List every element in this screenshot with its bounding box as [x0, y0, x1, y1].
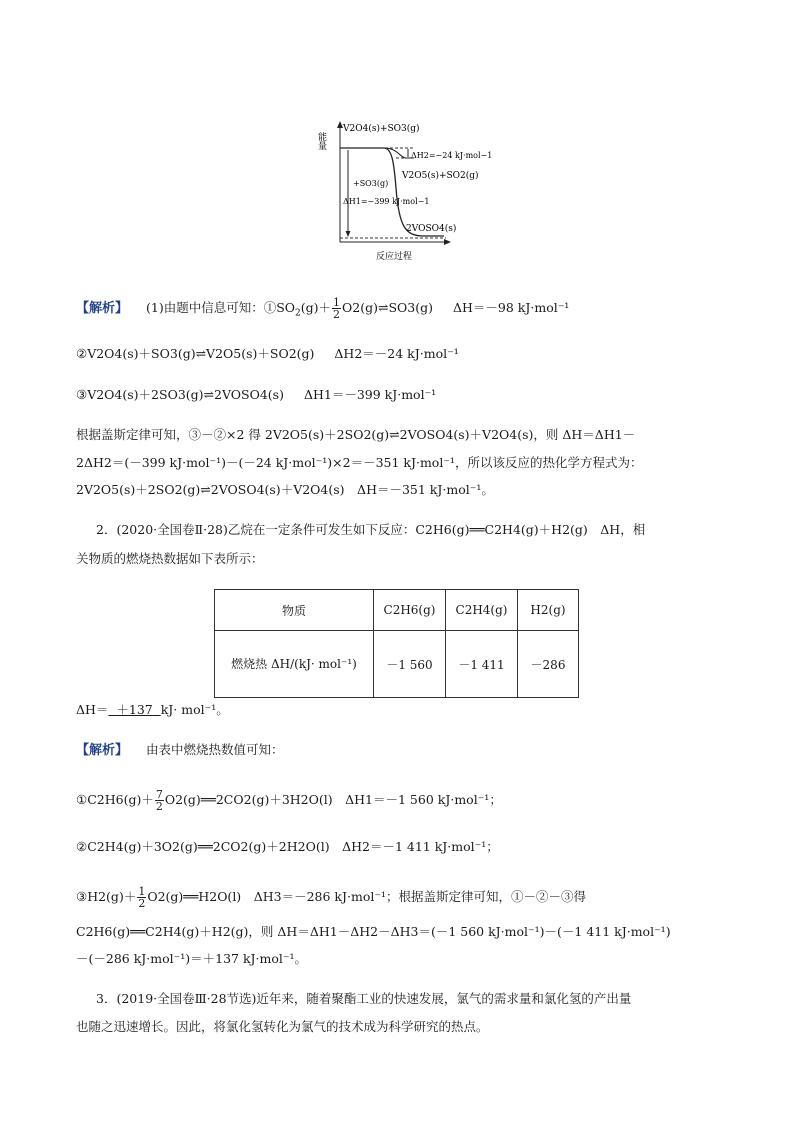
- x-axis-label: 反应过程: [376, 252, 413, 262]
- analysis1-line2: [76, 345, 459, 363]
- dh1-label: ΔH1=−399 kJ·mol−1: [343, 197, 430, 206]
- analysis1-line1: 【解析】 (1)由题中信息可知：$①SO_2(g)+$ $\frac{1}{2}$ O2(g)⇌SO3(g) ΔH＝－98 kJ·mol⁻¹: [76, 296, 570, 321]
- bottom-state-label: 2VOSO4(s): [406, 224, 457, 234]
- analysis2-eq1: ①C2H6(g)＋ $\frac{7}{2}$ O2(g)══2CO2(g)＋3H2O(l) ΔH1＝－1 560 kJ·mol⁻¹；: [76, 788, 502, 813]
- analysis-tag: 【解析】: [76, 743, 129, 758]
- analysis1-para2: 2ΔH2＝(－399 kJ·mol⁻¹)－(－24 kJ·mol⁻¹)×2＝－351 kJ·mol⁻¹，所以该反应的热化学方程式为：: [76, 455, 643, 470]
- q2-line2: 关物质的燃烧热数据如下表所示：: [76, 551, 264, 566]
- analysis1-l1-rest: O2(g)⇌SO3(g): [342, 300, 433, 315]
- plus-so3-label: +SO3(g): [353, 179, 389, 188]
- table-header-cell: C2H4(g): [446, 590, 518, 631]
- analysis2-intro: 【解析】 由表中燃烧热数值可知：: [76, 742, 284, 758]
- table-cell: －286: [518, 631, 579, 698]
- table-header-cell: 物质: [215, 590, 374, 631]
- analysis2-eq3: ③H2(g)＋ $\frac{1}{2}$ O2(g)══H2O(l) ΔH3＝－286 kJ·mol⁻¹；根据盖斯定律可知，①－②－③得: [76, 885, 586, 910]
- table-cell: －1 411: [446, 631, 518, 698]
- dh1-arrowhead: [346, 231, 351, 237]
- table-row: [215, 631, 579, 698]
- q3-line1: 3．(2019·全国卷Ⅲ·28节选)近年来，随着聚酯工业的快速发展，氯气的需求量和氯化氢的产出量: [96, 991, 632, 1006]
- analysis1-para1: 根据盖斯定律可知，③－②×2 得 2V2O5(s)＋2SO2(g)⇌2VOSO4(s)＋V2O4(s)，则 ΔH＝ΔH1－: [76, 427, 636, 442]
- half-fraction: $\frac{1}{2}$: [333, 296, 341, 321]
- heat-of-combustion-table: [214, 589, 579, 698]
- q2-answer: ΔH＝ ＋137 kJ· mol⁻¹。: [76, 702, 229, 717]
- half-fraction: $\frac{1}{2}$: [138, 885, 146, 910]
- dh2-label: ΔH2=−24 kJ·mol−1: [411, 151, 493, 160]
- analysis2-eq2: ②C2H4(g)＋3O2(g)══2CO2(g)＋2H2O(l) ΔH2＝－1 411 kJ·mol⁻¹；: [76, 839, 499, 854]
- table-header-cell: C2H6(g): [374, 590, 446, 631]
- table-cell: －1 560: [374, 631, 446, 698]
- analysis1-l2-dh: ΔH2＝－24 kJ·mol⁻¹: [334, 346, 459, 361]
- analysis1-l1-intro: (1)由题中信息可知：①SO: [146, 300, 296, 315]
- energy-diagram: [318, 118, 508, 268]
- analysis1-l3-dh: ΔH1＝－399 kJ·mol⁻¹: [303, 387, 437, 402]
- table-header-row: [215, 590, 579, 631]
- x-axis-arrow: [444, 239, 451, 245]
- q3-line2: 也随之迅速增长。因此，将氯化氢转化为氯气的技术成为科学研究的热点。: [76, 1019, 489, 1034]
- top-state-label: V2O4(s)+SO3(g): [343, 124, 420, 134]
- analysis1-l1-dh: ΔH＝－98 kJ·mol⁻¹: [452, 300, 570, 315]
- energy-curve-main: [340, 148, 444, 236]
- analysis1-l2: ②V2O4(s)＋SO3(g)⇌V2O5(s)＋SO2(g): [76, 346, 315, 361]
- y-axis-label: 能量: [316, 132, 326, 150]
- analysis1-para3: 2V2O5(s)＋2SO2(g)⇌2VOSO4(s)＋V2O4(s) ΔH＝－351 kJ·mol⁻¹。: [76, 482, 494, 497]
- answer-blank: ＋137: [116, 702, 153, 717]
- q2-line1: 2．(2020·全国卷Ⅱ·28)乙烷在一定条件可发生如下反应：C2H6(g)══C2H4(g)＋H2(g) ΔH，相: [96, 522, 646, 537]
- mid-state-label: V2O5(s)+SO2(g): [402, 171, 479, 181]
- seven-halves-fraction: $\frac{7}{2}$: [155, 788, 163, 813]
- table-row-label: 燃烧热 ΔH/(kJ· mol⁻¹): [215, 631, 374, 698]
- analysis2-para2: －(－286 kJ·mol⁻¹)＝＋137 kJ·mol⁻¹。: [76, 951, 308, 966]
- table-header-cell: H2(g): [518, 590, 579, 631]
- analysis1-l3: ③V2O4(s)＋2SO3(g)⇌2VOSO4(s): [76, 387, 284, 402]
- analysis1-line3: [76, 386, 436, 404]
- analysis2-para1: C2H6(g)══C2H4(g)＋H2(g)，则 ΔH＝ΔH1－ΔH2－ΔH3＝(－1 560 kJ·mol⁻¹)－(－1 411 kJ·mol⁻¹): [76, 924, 671, 939]
- analysis-tag: 【解析】: [76, 301, 129, 316]
